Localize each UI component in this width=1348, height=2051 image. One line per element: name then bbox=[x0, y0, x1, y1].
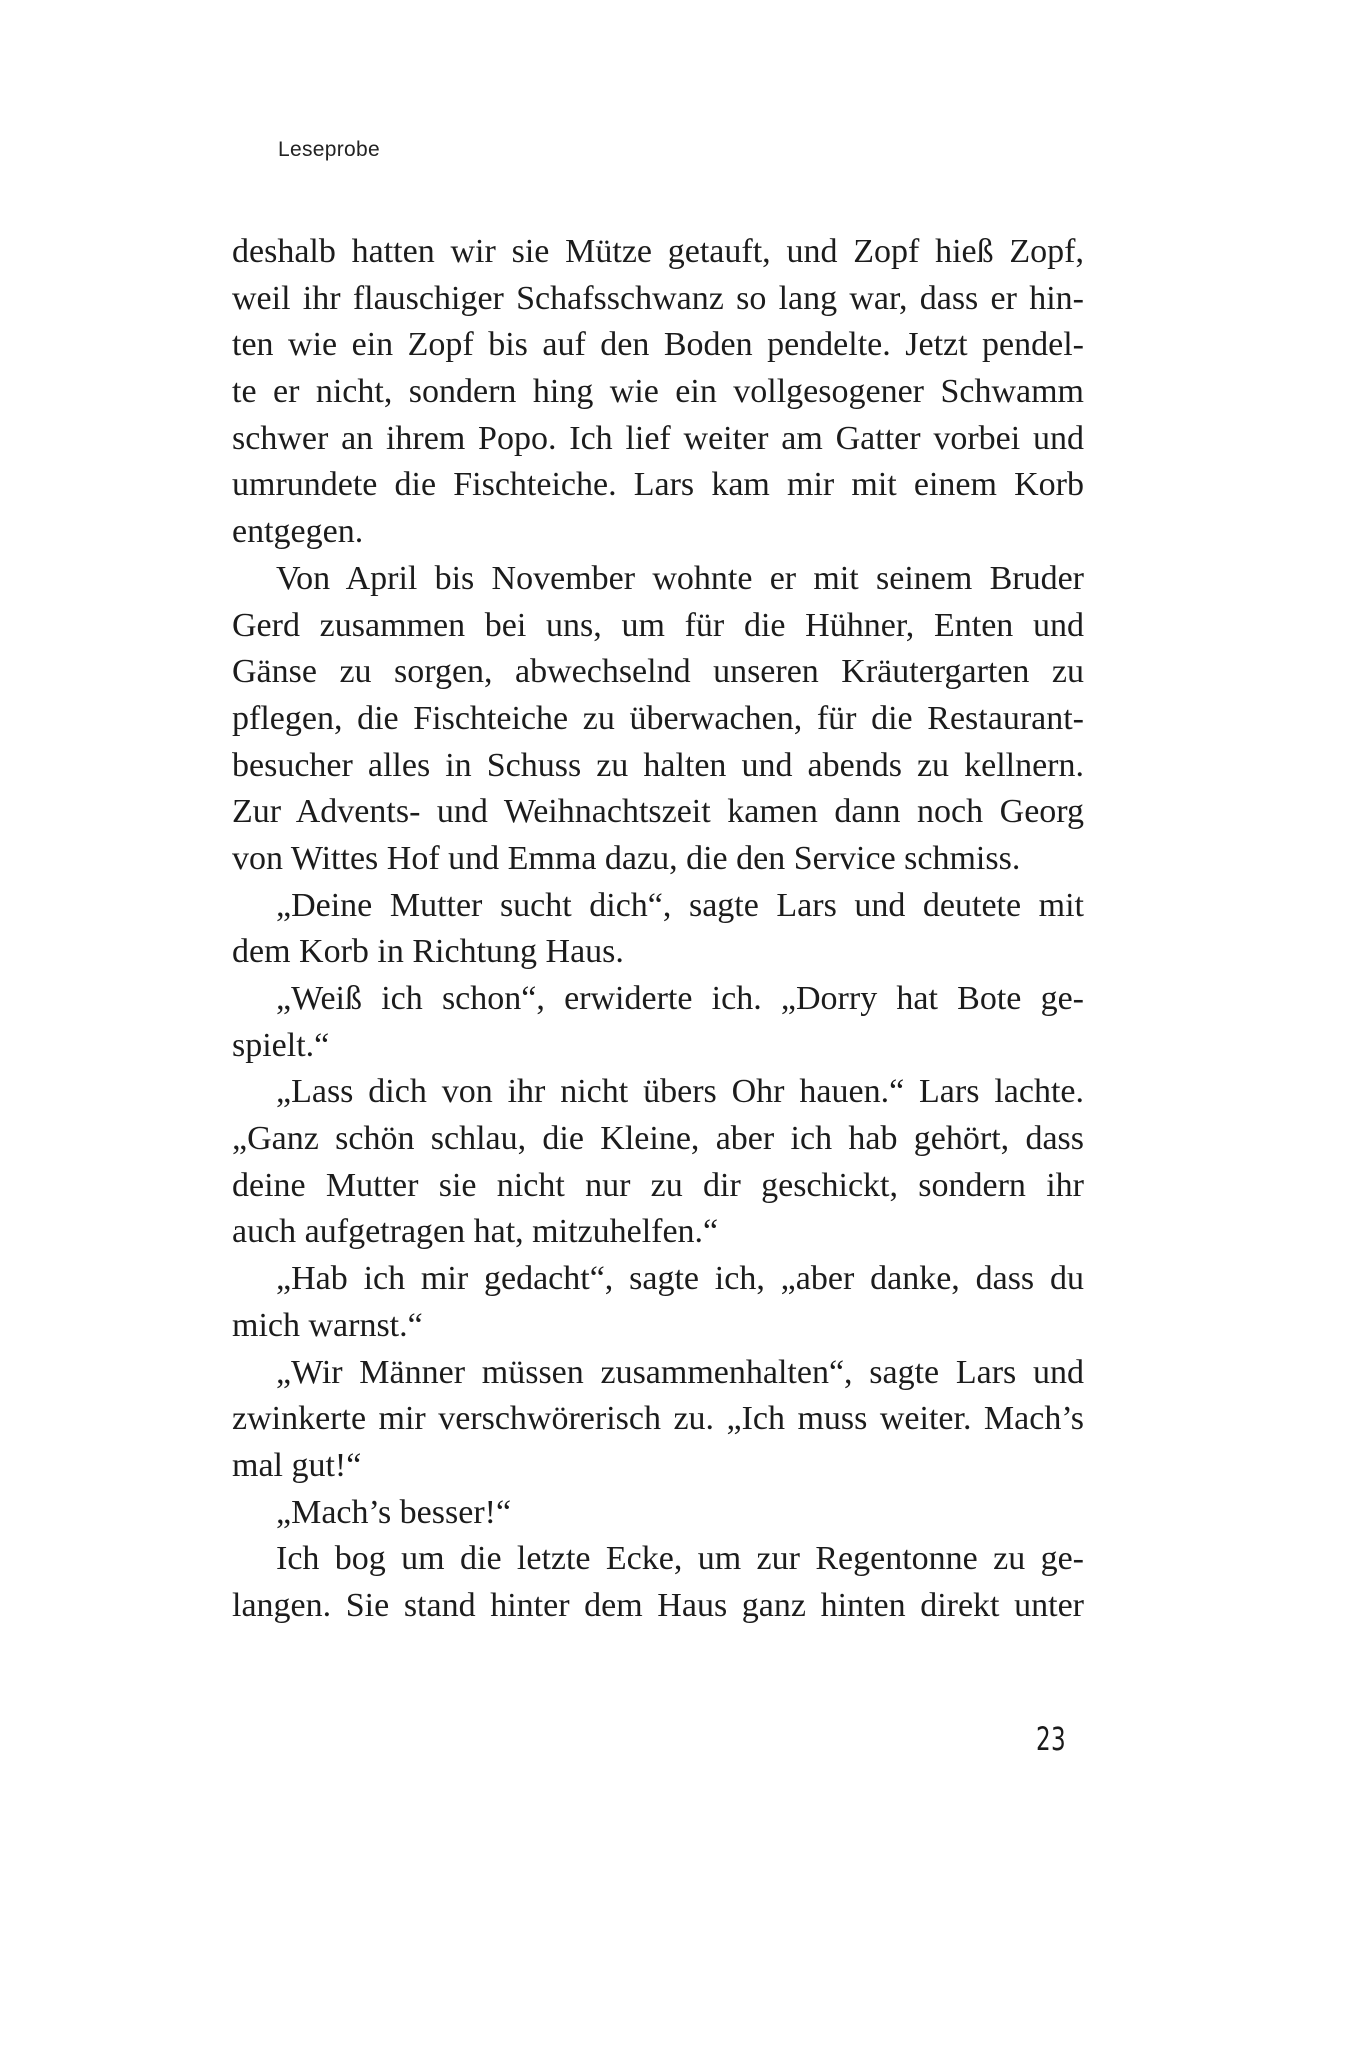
running-header: Leseprobe bbox=[278, 138, 380, 161]
text-line: pflegen, die Fischteiche zu überwachen, für die Restaurant- bbox=[232, 699, 1084, 737]
text-line: „Weiß ich schon“, erwiderte ich. „Dorry hat Bote ge- bbox=[276, 980, 1084, 1017]
text-line: von Wittes Hof und Emma dazu, die den Service schmiss. bbox=[232, 839, 1021, 877]
text-line: mal gut!“ bbox=[232, 1446, 362, 1484]
text-line: dem Korb in Richtung Haus. bbox=[232, 933, 624, 971]
text-line: weil ihr flauschiger Schafsschwanz so lang war, dass er hin- bbox=[232, 279, 1084, 317]
text-line: Zur Advents- und Weihnachtszeit kamen dann noch Georg bbox=[232, 793, 1084, 831]
text-line: „Ganz schön schlau, die Kleine, aber ich hab gehört, dass bbox=[232, 1120, 1084, 1158]
text-line: besucher alles in Schuss zu halten und abends zu kellnern. bbox=[232, 746, 1084, 784]
text-line: ten wie ein Zopf bis auf den Boden pendelte. Jetzt pendel- bbox=[232, 326, 1084, 364]
text-line: auch aufgetragen hat, mitzuhelfen.“ bbox=[232, 1213, 719, 1251]
text-line: spielt.“ bbox=[232, 1026, 330, 1064]
page-number: 23 bbox=[1036, 1720, 1067, 1758]
text-line: zwinkerte mir verschwörerisch zu. „Ich muss weiter. Mach’s bbox=[232, 1400, 1084, 1438]
text-line: „Wir Männer müssen zusammenhalten“, sagte Lars und bbox=[276, 1353, 1084, 1391]
text-line: deine Mutter sie nicht nur zu dir geschickt, sondern ihr bbox=[232, 1166, 1084, 1204]
text-line: Ich bog um die letzte Ecke, um zur Regentonne zu ge- bbox=[276, 1540, 1084, 1578]
text-line: mich warnst.“ bbox=[232, 1306, 423, 1344]
text-line: „Hab ich mir gedacht“, sagte ich, „aber danke, dass du bbox=[276, 1260, 1084, 1298]
text-line: „Mach’s besser!“ bbox=[276, 1493, 512, 1531]
text-line: langen. Sie stand hinter dem Haus ganz hinten direkt unter bbox=[232, 1586, 1084, 1624]
text-line: schwer an ihrem Popo. Ich lief weiter am Gatter vorbei und bbox=[232, 419, 1084, 457]
text-line: te er nicht, sondern hing wie ein vollgesogener Schwamm bbox=[232, 373, 1084, 411]
text-line: deshalb hatten wir sie Mütze getauft, und Zopf hieß Zopf, bbox=[232, 233, 1084, 270]
text-line: „Lass dich von ihr nicht übers Ohr hauen.“ Lars lachte. bbox=[276, 1073, 1084, 1111]
text-line: entgegen. bbox=[232, 513, 364, 551]
text-line: Von April bis November wohnte er mit seinem Bruder bbox=[276, 559, 1084, 597]
text-line: umrundete die Fischteiche. Lars kam mir mit einem Korb bbox=[232, 466, 1084, 504]
body-text bbox=[232, 229, 1084, 1630]
text-line: Gänse zu sorgen, abwechselnd unseren Kräutergarten zu bbox=[232, 653, 1084, 691]
text-line: Gerd zusammen bei uns, um für die Hühner, Enten und bbox=[232, 606, 1084, 644]
text-line: „Deine Mutter sucht dich“, sagte Lars und deutete mit bbox=[276, 886, 1084, 924]
